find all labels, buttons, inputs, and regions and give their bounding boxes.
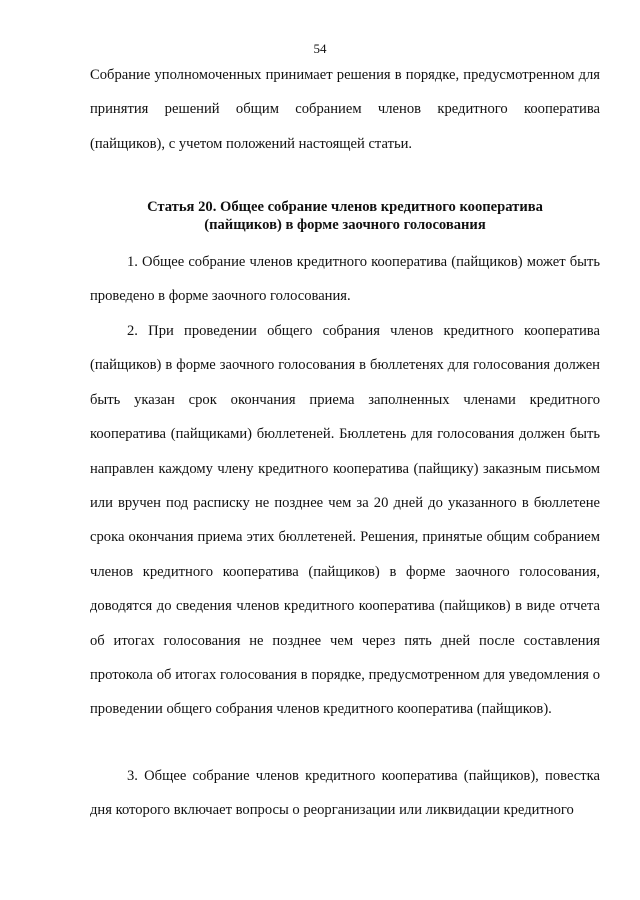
article-title-line-2: (пайщиков) в форме заочного голосования [204, 217, 486, 233]
article-title-line-1: Общее собрание членов кредитного кооператива [220, 199, 543, 215]
article-number: Статья 20. [147, 199, 220, 215]
intro-paragraph: Собрание уполномоченных принимает решения в порядке, предусмотренном для принятия решений общим собранием членов кредитного кооператива (пайщиков), с учетом положений настоящей статьи. [90, 67, 600, 152]
article-heading [90, 198, 600, 234]
paragraph-2: 2. При проведении общего собрания членов кредитного кооператива (пайщиков) в форме заочного голосования в бюллетенях для голосования должен быть указан срок окончания приема заполненных членами кредитного кооператива (пайщиками) бюллетеней. Бюллетень для голосования должен быть направлен каждому члену кредитного кооператива (пайщику) заказным письмом или вручен под расписку не позднее чем за 20 дней до указанного в бюллетене срока окончания приема этих бюллетеней. Решения, принятые общим собранием членов кредитного кооператива (пайщиков) в форме заочного голосования, доводятся до сведения членов кредитного кооператива (пайщиков) в виде отчета об итогах голосования не позднее чем через пять дней после составления протокола об итогах голосования в порядке, предусмотренном для уведомления о проведении общего собрания членов кредитного кооператива (пайщиков). [90, 323, 600, 718]
page-number: 54 [313, 41, 327, 56]
paragraph-3: 3. Общее собрание членов кредитного кооператива (пайщиков), повестка дня которого включает вопросы о реорганизации или ликвидации кредитного [90, 768, 600, 819]
paragraph-1: 1. Общее собрание членов кредитного кооператива (пайщиков) может быть проведено в форме заочного голосования. [90, 254, 600, 305]
